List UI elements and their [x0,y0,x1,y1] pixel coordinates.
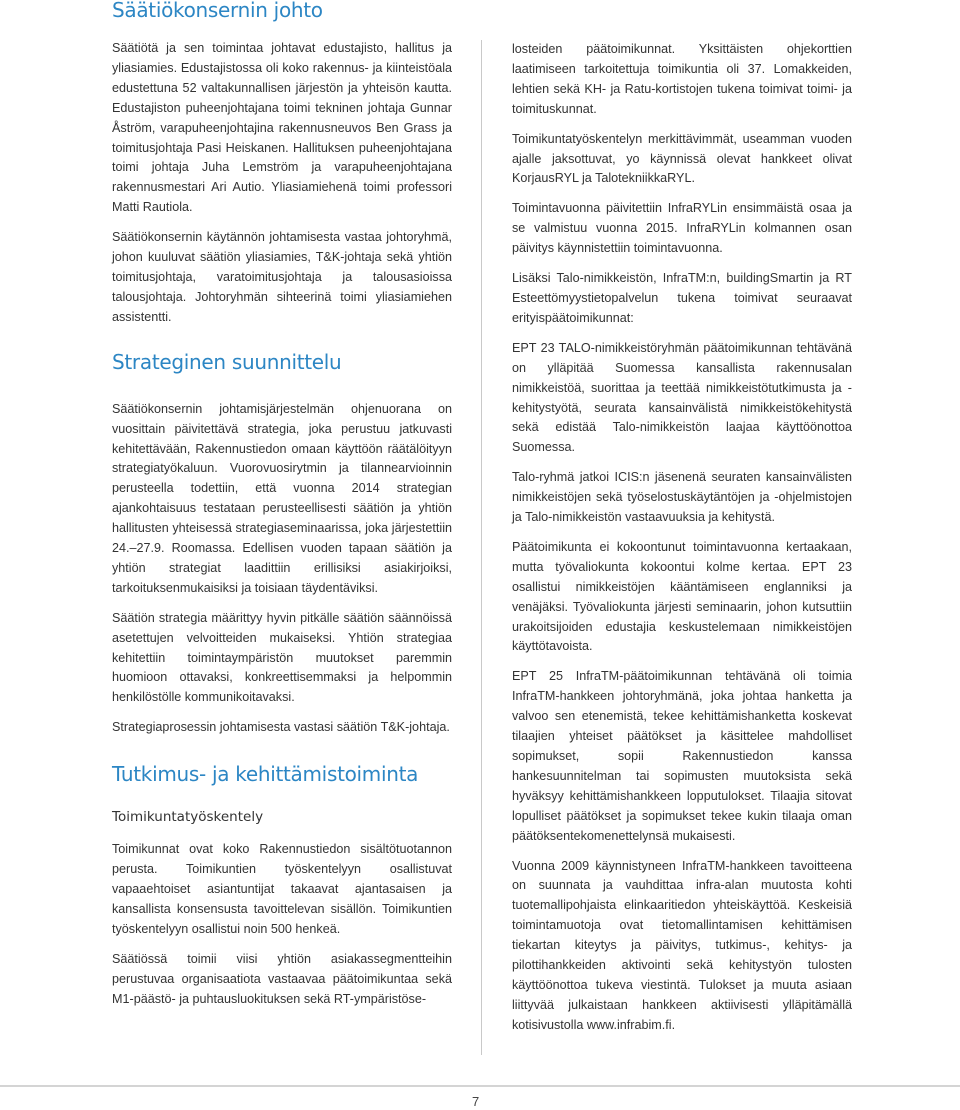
paragraph-right-8: EPT 25 InfraTM-päätoimikunnan tehtävänä oli toimia InfraTM-hankkeen johtoryhmänä, joka johtaa hanketta ja valvoo sen etenemistä, tekee kehittämishanketta koskevat tilaajien yhteiset päätökset ja käsittelee mahdolliset sopimukset, sopii Rakennustiedon kanssa hankesuunnitelman tai sopimusten muutoksista sekä hyväksyy kehittämishankkeen lopputulokset. Tilaajia sitovat lopulliset päätökset ja sopimukset tekee kukin tilaaja oman päätöksentekomenettelynsä mukaisesti. [512,669,852,843]
paragraph-toimikunta-2: Säätiössä toimii viisi yhtiön asiakassegmentteihin perustuvaa organisaatiota vastaavaa päätoimikuntaa sekä M1-päästö- ja puhtausluokituksen sekä RT-ympäristöse- [112,951,452,1006]
paragraph-right-5: EPT 23 TALO-nimikkeistöryhmän päätoimikunnan tehtävänä on ylläpitää Suomessa kansallista rakennusalan nimikkeistöä, suorittaa ja teettää nimikkeistötutkimusta ja -kehitystyötä, seurata kansainvälistä nimikkeistökehitystä sekä edistää Talo-nimikkeistön laajaa käyttöönottoa Suomessa. [512,340,852,455]
subheading-toimikuntatyoskentely: Toimikuntatyöskentely [112,809,264,826]
paragraph-toimikunta-1: Toimikunnat ovat koko Rakennustiedon sisältötuotannon perusta. Toimikuntien työskentelyyn osallistuvat vapaaehtoiset asiantuntijat takaavat ajantasaisen ja kansallista konsensusta tavoittelevan sisällön. Toimikuntien työskentelyyn osallistui noin 500 henkeä. [112,842,452,936]
paragraph-right-2: Toimikuntatyöskentelyn merkittävimmät, useamman vuoden ajalle jaksottuvat, yo käynnissä olevat hankkeet olivat KorjausRYL ja TalotekniikkaRYL. [512,131,852,186]
paragraph-right-6: Talo-ryhmä jatkoi ICIS:n jäsenenä seuraten kansainvälisten nimikkeistöjen sekä työselostuskäytäntöjen ja -ohjelmistojen ja Talo-nimikkeistön vastaavuuksia ja kehitystä. [512,470,852,525]
page-number: 7 [472,1094,480,1109]
paragraph-johto-2: Säätiökonsernin käytännön johtamisesta vastaa johtoryhmä, johon kuuluvat säätiön yliasiamies, T&K-johtaja sekä yhtiön toimitusjohtaja, varatoimitusjohtaja ja talousasioissa talousjohtaja. Johtoryhmän sihteerinä toimi yliasiamiehen assistentti. [112,230,452,324]
paragraph-right-7: Päätoimikunta ei kokoontunut toimintavuonna kertaakaan, mutta työvaliokunta kokoontui kolme kertaa. EPT 23 osallistui nimikkeistöjen kääntämiseen englanniksi ja venäjäksi. Työvaliokunta järjesti seminaarin, johon kutsuttiin urakoitsijoiden edustajia keskustelemaan nimikkeistöjen käyttötavoista. [512,539,852,654]
paragraph-strategia-2: Säätiön strategia määrittyy hyvin pitkälle säätiön säännöissä asetettujen velvoitteiden mukaiseksi. Yhtiön strategiaa kehitettiin toimintaympäristön muutokset paremmin huomioon ottavaksi, konkreettisemmaksi ja helpommin henkilöstölle kommunikoitavaksi. [112,610,452,705]
right-column [512,40,852,1036]
column-divider [481,40,482,1055]
heading-strateginen-suunnittelu: Strateginen suunnittelu [112,349,342,374]
heading-saatiokonsernin-johto: Säätiökonsernin johto [112,0,323,22]
paragraph-strategia-1: Säätiökonsernin johtamisjärjestelmän ohjenuorana on vuosittain päivitettävä strategia, joka perustuu jatkuvasti kehitettävään, Rakennustiedon omaan käyttöön räätälöityyn strategiatyökaluun. Vuorovuosirytmin ja tilannearvioinnin perusteella todettiin, että vuonna 2014 strategian ajankohtaisuus testataan perusteellisesti säätiön ja yhtiön hallitusten yhteisessä strategiaseminaarissa, joka järjestettiin 24.–27.9. Roomassa. Edellisen vuoden tapaan säätiön ja yhtiön strategiat laadittiin erillisiksi asiakirjoiksi, tarkoituksenmukaisiksi ja toisiaan täydentäviksi. [112,401,452,595]
heading-tutkimus-ja-kehittamistoiminta: Tutkimus- ja kehittämistoiminta [112,762,419,787]
paragraph-right-1: losteiden päätoimikunnat. Yksittäisten ohjekorttien laatimiseen tarkoitettuja toimikuntia oli 37. Lomakkeiden, lehtien sekä KH- ja Ratu-kortistojen tukena toimivat toimi- ja toimituskunnat. [512,42,852,116]
paragraph-right-4: Lisäksi Talo-nimikkeistön, InfraTM:n, buildingSmartin ja RT Esteettömyystietopalvelun tukena toimivat seuraavat erityispäätoimikunnat: [512,271,852,325]
paragraph-johto-1: Säätiötä ja sen toimintaa johtavat edustajisto, hallitus ja yliasiamies. Edustajistossa oli koko rakennus- ja kiinteistöala edustettuna 52 valtakunnallisen järjestön ja yhteisön kautta. Edustajiston puheenjohtajana toimi tekninen johtaja Gunnar Åström, varapuheenjohtajina rakennusneuvos Ben Grass ja toimitusjohtaja Pasi Heiskanen. Hallituksen puheenjohtajana toimi johtaja Juha Lemström ja varapuheenjohtajana rakennusmestari Ari Autio. Yliasiamiehenä toimi professori Matti Rautiola. [112,41,452,215]
left-column [112,0,452,1009]
paragraph-strategia-3: Strategiaprosessin johtamisesta vastasi säätiön T&K-johtaja. [112,720,450,735]
paragraph-right-3: Toimintavuonna päivitettiin InfraRYLin ensimmäistä osaa ja se valmistuu vuonna 2015. InfraRYLin kolmannen osan päivitys käynnistettiin toimintavuonna. [512,201,852,256]
paragraph-right-9: Vuonna 2009 käynnistyneen InfraTM-hankkeen tavoitteena on suunnata ja vauhdittaa infra-alan muutosta kohti tuotemallipohjaista elinkaaritiedon yhteiskäyttöä. Keskeisiä toimintamuotoja ovat tietomallintamisen kehittämisen tiekartan kiteytys ja päivitys, tutkimus-, kehitys- ja pilottihankkeiden aktivointi sekä kehitystyön tulosten käyttöönottoa tukeva viestintä. Tulokset ja muuta asiaan liittyvää julkaistaan hankkeen aktiivisesti ylläpitämällä kotisivustolla www.infrabim.fi. [512,858,852,1032]
footer-rule [0,1085,960,1087]
